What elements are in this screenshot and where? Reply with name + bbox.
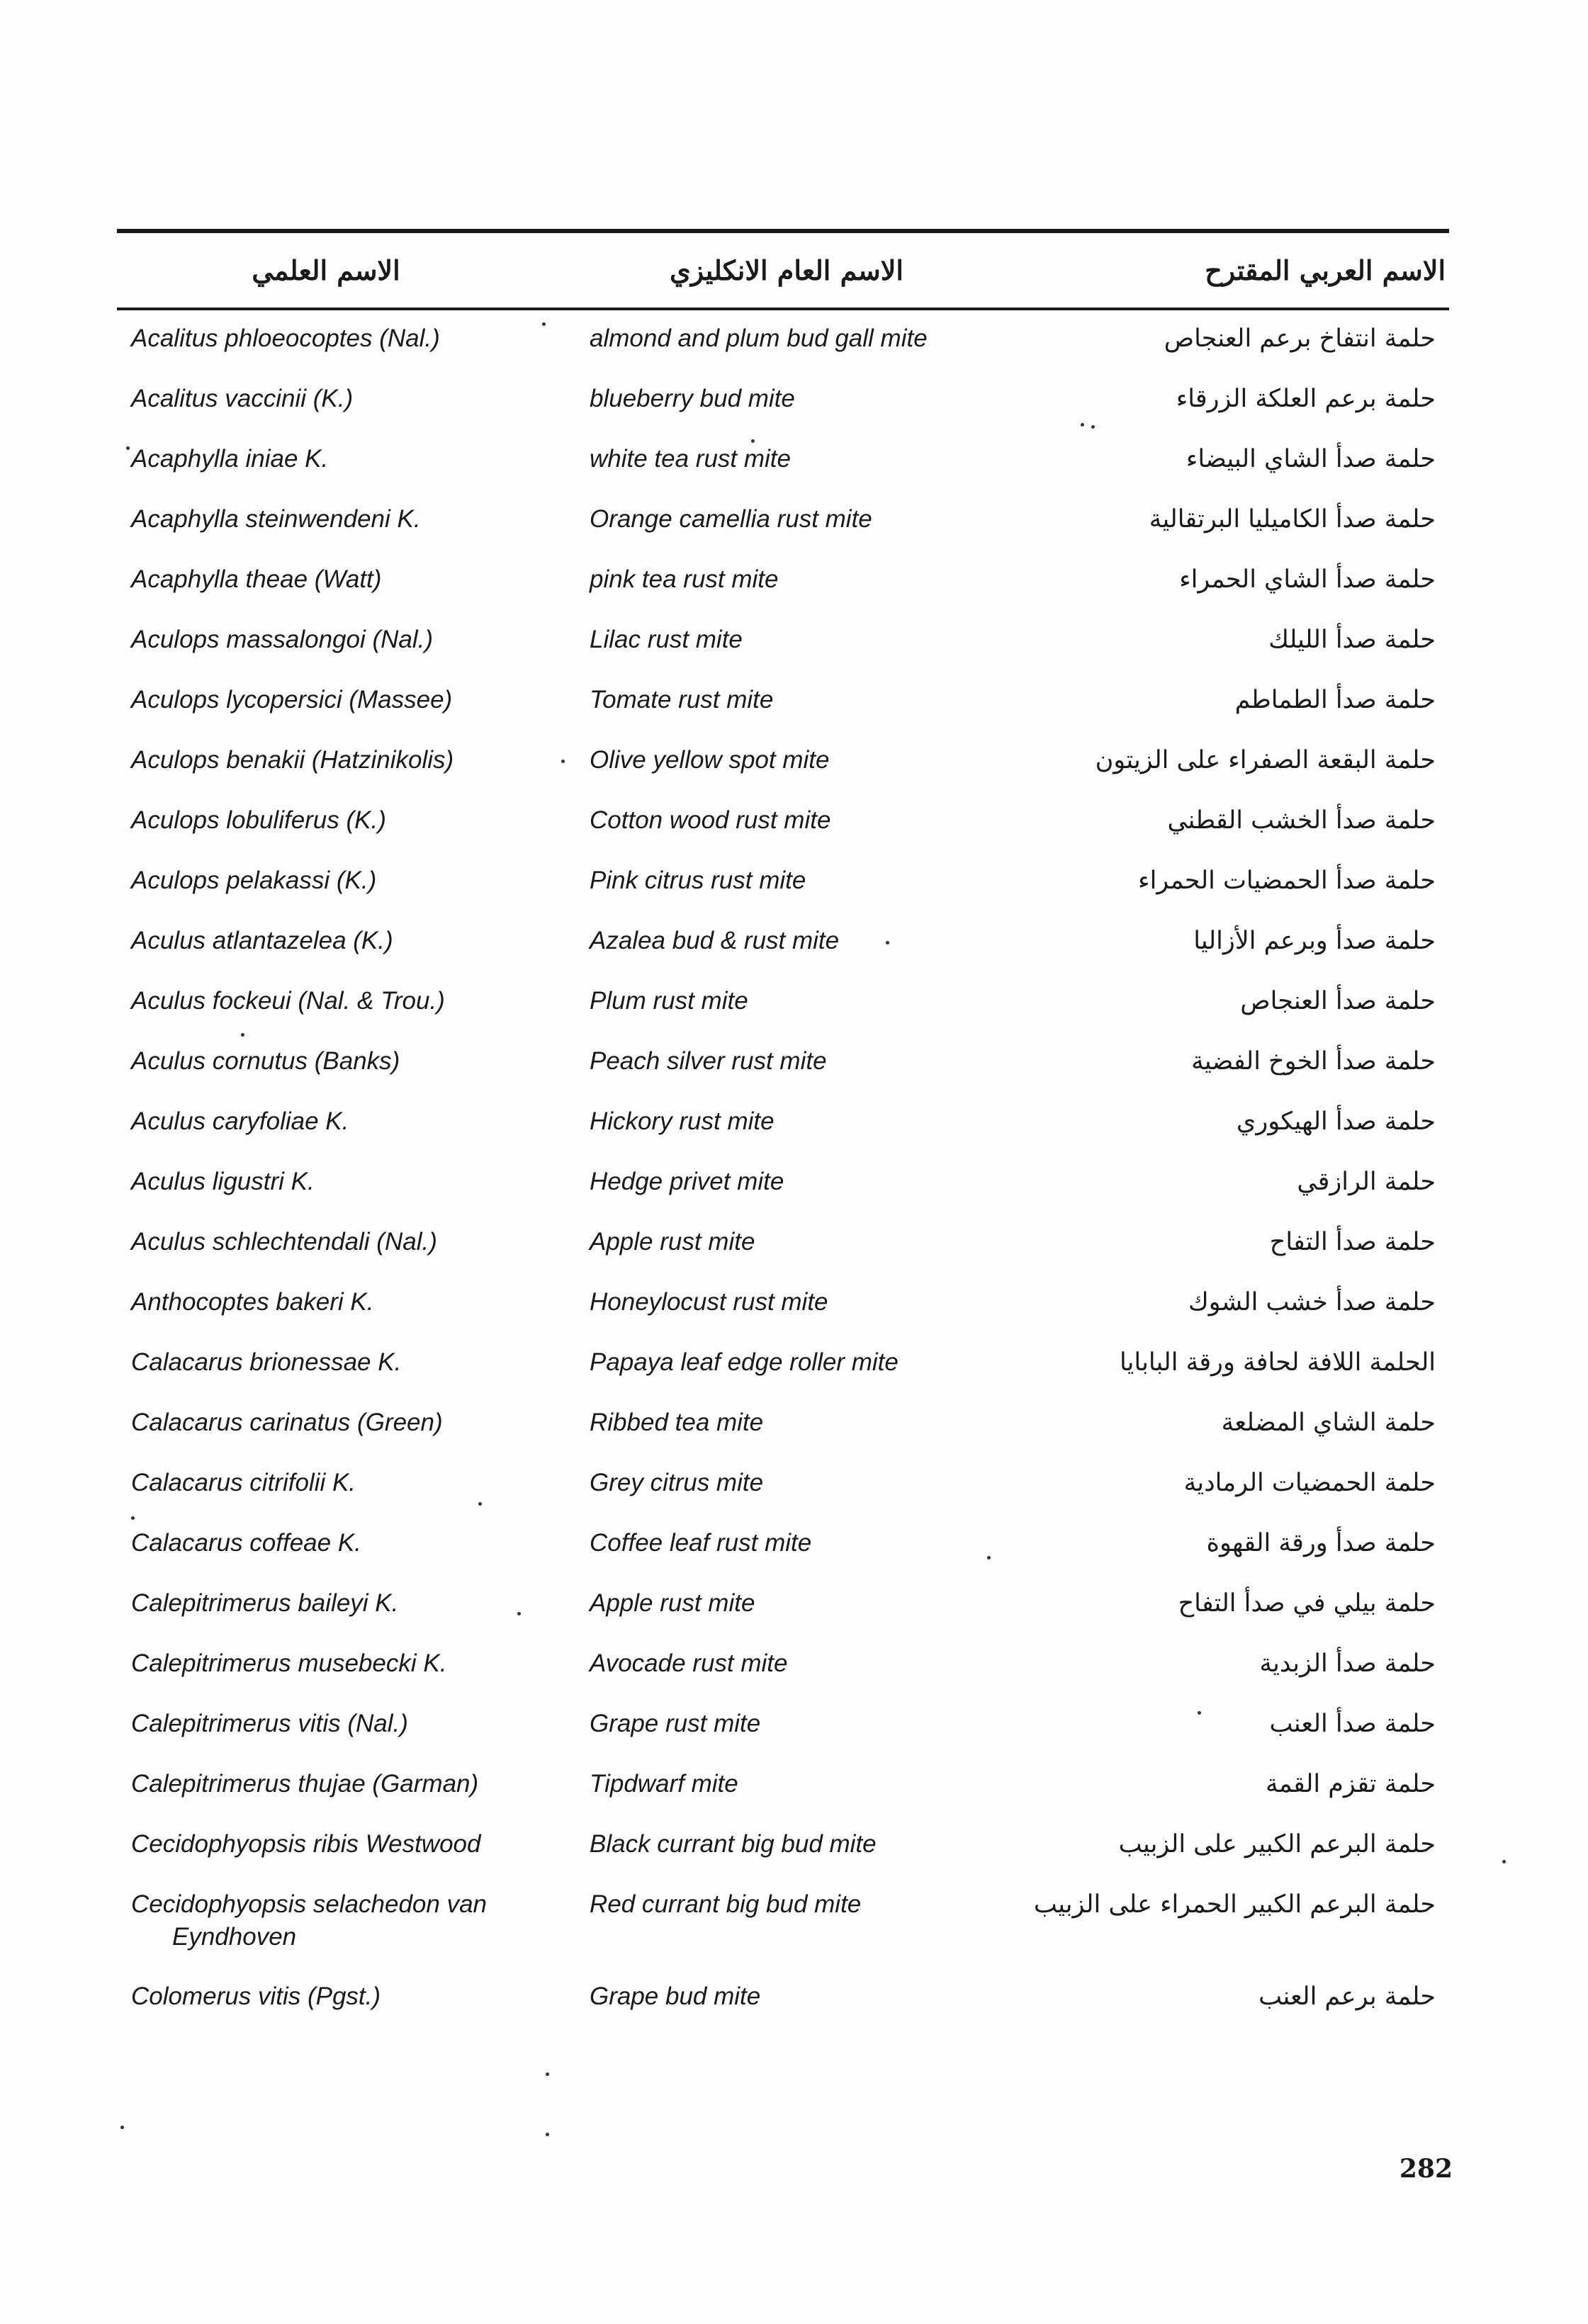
scientific-name-cell: Acaphylla iniae K. [131, 445, 329, 473]
english-name-cell: Grape bud mite [590, 1982, 761, 2010]
arabic-name-cell: حلمة صدأ التفاح [1269, 1228, 1436, 1256]
scan-speck [987, 1556, 991, 1559]
scientific-name-cell: Calacarus coffeae K. [131, 1529, 361, 1557]
arabic-name-cell: حلمة صدأ الحمضيات الحمراء [1138, 867, 1436, 895]
table-row [0, 804, 1588, 864]
table-row [0, 1105, 1588, 1166]
english-name-cell: pink tea rust mite [590, 565, 779, 593]
scientific-name-cell: Aculops pelakassi (K.) [131, 867, 377, 894]
arabic-name-cell: حلمة برعم العلكة الزرقاء [1176, 385, 1436, 413]
scientific-name-cell: Colomerus vitis (Pgst.) [131, 1982, 381, 2010]
table-row [0, 563, 1588, 624]
english-name-cell: Grey citrus mite [590, 1469, 764, 1496]
table-row [0, 1286, 1588, 1346]
arabic-name-cell: حلمة صدأ الكاميليا البرتقالية [1149, 505, 1436, 534]
scientific-name-cell: Aculus ligustri K. [131, 1168, 315, 1195]
arabic-name-cell: حلمة صدأ خشب الشوك [1188, 1288, 1436, 1316]
arabic-name-cell: حلمة الرازقي [1297, 1168, 1436, 1196]
table-row [0, 1346, 1588, 1406]
scan-speck [131, 1516, 135, 1520]
arabic-name-cell: حلمة صدأ العنجاص [1240, 987, 1436, 1015]
arabic-name-cell: حلمة البقعة الصفراء على الزيتون [1095, 746, 1436, 774]
table-row [0, 1828, 1588, 1888]
arabic-name-cell: الحلمة اللافة لحافة ورقة البابايا [1120, 1348, 1436, 1377]
scientific-name-cell [131, 1888, 556, 1953]
arabic-name-cell: حلمة صدأ ورقة القهوة [1206, 1529, 1436, 1557]
arabic-name-cell: حلمة صدأ الليلك [1268, 626, 1436, 654]
scientific-name-cell: Acaphylla theae (Watt) [131, 565, 382, 593]
english-name-cell: Apple rust mite [590, 1589, 755, 1617]
scientific-name-cell: Acaphylla steinwendeni K. [131, 505, 421, 533]
table-row [0, 925, 1588, 985]
table-row [0, 1708, 1588, 1768]
table-row [0, 1980, 1588, 2041]
header-arabic-name: الاسم العربي المقترح [1205, 254, 1446, 286]
english-name-cell: Grape rust mite [590, 1710, 761, 1737]
english-name-cell: Papaya leaf edge roller mite [590, 1348, 899, 1376]
header-scientific-name: الاسم العلمي [252, 254, 400, 286]
english-name-cell: Ribbed tea mite [590, 1409, 764, 1436]
scientific-name-cell: Aculus fockeui (Nal. & Trou.) [131, 987, 445, 1015]
english-name-cell: Tipdwarf mite [590, 1770, 738, 1798]
scientific-name-cell: Cecidophyopsis ribis Westwood [131, 1830, 481, 1858]
scientific-name-cell: Acalitus phloeocoptes (Nal.) [131, 325, 440, 352]
english-name-cell: Orange camellia rust mite [590, 505, 872, 533]
english-name-cell: Honeylocust rust mite [590, 1288, 828, 1316]
scientific-name-cell: Calepitrimerus thujae (Garman) [131, 1770, 479, 1798]
table-row [0, 1406, 1588, 1467]
table-body [0, 322, 1588, 2041]
english-name-cell: Pink citrus rust mite [590, 867, 806, 894]
scientific-name-cell: Acalitus vaccinii (K.) [131, 385, 354, 412]
english-name-cell: Avocade rust mite [590, 1649, 788, 1677]
table-row [0, 1226, 1588, 1286]
scan-speck [542, 322, 546, 326]
header-underline-rule [117, 308, 1449, 310]
arabic-name-cell: حلمة صدأ الشاي الحمراء [1179, 565, 1436, 594]
scientific-name-cell: Anthocoptes bakeri K. [131, 1288, 374, 1316]
english-name-cell: Azalea bud & rust mite [590, 927, 840, 954]
scan-speck [546, 2133, 549, 2136]
header-english-name: الاسم العام الانكليزي [670, 254, 903, 286]
table-row [0, 684, 1588, 744]
english-name-cell: Hedge privet mite [590, 1168, 784, 1195]
english-name-cell: blueberry bud mite [590, 385, 795, 412]
scientific-name-cell: Aculus atlantazelea (K.) [131, 927, 393, 954]
scientific-name-cell: Aculus schlechtendali (Nal.) [131, 1228, 437, 1256]
scan-speck [120, 2126, 124, 2129]
english-name-cell: white tea rust mite [590, 445, 791, 473]
scan-speck [751, 439, 755, 443]
arabic-name-cell: حلمة الحمضيات الرمادية [1183, 1469, 1436, 1497]
arabic-name-cell: حلمة الشاي المضلعة [1221, 1409, 1436, 1437]
arabic-name-cell: حلمة بيلي في صدأ التفاح [1178, 1589, 1436, 1618]
arabic-name-cell: حلمة صدأ الشاي البيضاء [1186, 445, 1436, 473]
arabic-name-cell: حلمة برعم العنب [1258, 1982, 1436, 2011]
scientific-name-cell: Aculops massalongoi (Nal.) [131, 626, 434, 653]
english-name-cell: Cotton wood rust mite [590, 806, 831, 834]
table-row [0, 1647, 1588, 1708]
scan-speck [1502, 1860, 1506, 1863]
scan-speck [561, 760, 565, 763]
scan-speck [241, 1033, 244, 1037]
scientific-name-cell: Calepitrimerus musebecki K. [131, 1649, 447, 1677]
arabic-name-cell: حلمة صدأ وبرعم الأزاليا [1193, 927, 1436, 955]
table-row [0, 443, 1588, 503]
scientific-name-cell: Calacarus carinatus (Green) [131, 1409, 443, 1436]
arabic-name-cell: حلمة البرعم الكبير الحمراء على الزبيب [1033, 1890, 1436, 1919]
table-row [0, 1166, 1588, 1226]
scientific-name-cell: Aculus caryfoliae K. [131, 1107, 349, 1135]
scientific-name-cell: Calepitrimerus baileyi K. [131, 1589, 399, 1617]
scientific-name-cell: Aculops lycopersici (Massee) [131, 686, 453, 713]
table-row [0, 744, 1588, 804]
page-number: 282 [1399, 2154, 1453, 2184]
english-name-cell: Apple rust mite [590, 1228, 755, 1256]
arabic-name-cell: حلمة صدأ الزبدية [1259, 1649, 1436, 1678]
scientific-name-cell: Calacarus citrifolii K. [131, 1469, 356, 1496]
arabic-name-cell: حلمة البرعم الكبير على الزبيب [1118, 1830, 1436, 1858]
english-name-cell: Coffee leaf rust mite [590, 1529, 812, 1557]
arabic-name-cell: حلمة صدأ الهيكوري [1236, 1107, 1436, 1136]
arabic-name-cell: حلمة تقزم القمة [1266, 1770, 1436, 1798]
scan-speck [546, 2072, 549, 2076]
scientific-name-cell: Calacarus brionessae K. [131, 1348, 402, 1376]
scan-speck [126, 446, 130, 450]
english-name-cell: Red currant big bud mite [590, 1890, 862, 1918]
table-row [0, 1045, 1588, 1105]
scientific-name-cell: Aculops lobuliferus (K.) [131, 806, 386, 834]
arabic-name-cell: حلمة صدأ العنب [1269, 1710, 1436, 1738]
scientific-name-cell: Aculops benakii (Hatzinikolis) [131, 746, 454, 774]
table-row [0, 383, 1588, 443]
scan-speck [1091, 425, 1095, 429]
table-row [0, 985, 1588, 1045]
scan-speck [478, 1502, 482, 1506]
arabic-name-cell: حلمة صدأ الخشب القطني [1167, 806, 1436, 835]
table-row [0, 864, 1588, 925]
english-name-cell: Black currant big bud mite [590, 1830, 877, 1858]
table-row [0, 1768, 1588, 1828]
english-name-cell: almond and plum bud gall mite [590, 325, 928, 352]
table-row [0, 322, 1588, 383]
scan-speck [517, 1612, 521, 1615]
arabic-name-cell: حلمة صدأ الخوخ الفضية [1191, 1047, 1436, 1076]
table-row [0, 624, 1588, 684]
table-row [0, 503, 1588, 563]
table-row [0, 1587, 1588, 1647]
english-name-cell: Peach silver rust mite [590, 1047, 827, 1075]
scan-speck [1081, 423, 1084, 427]
arabic-name-cell: حلمة انتفاخ برعم العنجاص [1164, 325, 1436, 353]
scientific-name-line: Cecidophyopsis selachedon van [131, 1890, 487, 1918]
scientific-name-cell: Calepitrimerus vitis (Nal.) [131, 1710, 408, 1737]
table-top-rule [117, 229, 1449, 233]
english-name-cell: Olive yellow spot mite [590, 746, 830, 774]
scientific-name-continuation: Eyndhoven [172, 1923, 297, 1951]
english-name-cell: Tomate rust mite [590, 686, 774, 713]
scan-speck [886, 941, 889, 944]
scientific-name-cell: Aculus cornutus (Banks) [131, 1047, 400, 1075]
english-name-cell: Lilac rust mite [590, 626, 743, 653]
table-row [0, 1527, 1588, 1587]
arabic-name-cell: حلمة صدأ الطماطم [1234, 686, 1436, 714]
english-name-cell: Hickory rust mite [590, 1107, 775, 1135]
table-row [0, 1888, 1588, 1980]
table-row [0, 1467, 1588, 1527]
english-name-cell: Plum rust mite [590, 987, 748, 1015]
scan-speck [1198, 1711, 1201, 1715]
